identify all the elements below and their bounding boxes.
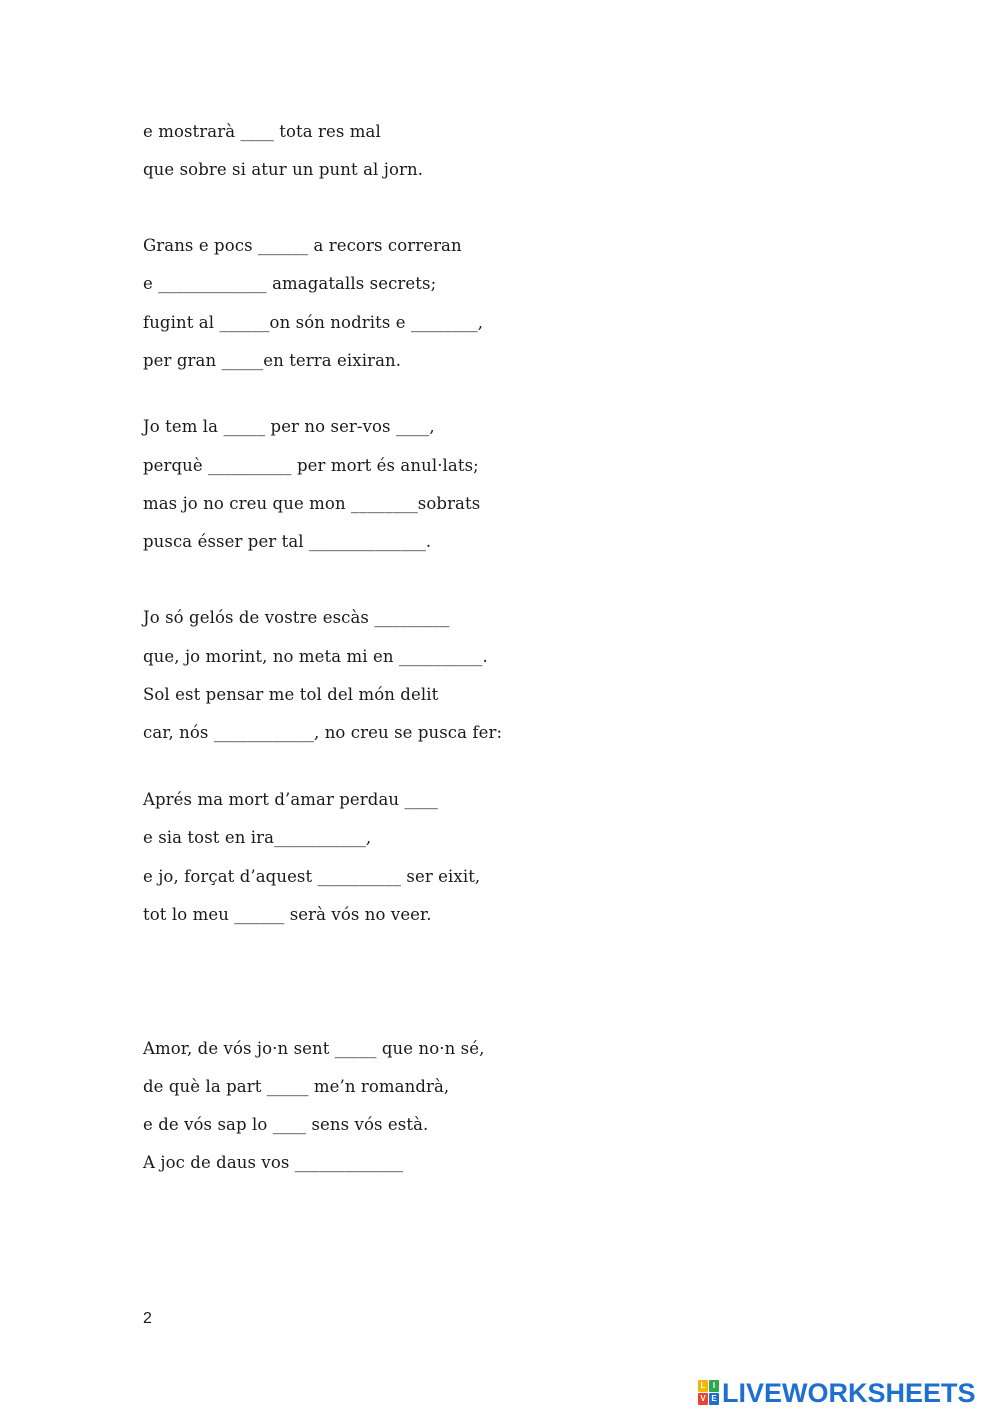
poem-line: e mostrarà ____ tota res mal bbox=[143, 122, 381, 141]
logo-tile: L bbox=[698, 1380, 708, 1392]
poem-line: car, nós ____________, no creu se pusca fer: bbox=[143, 723, 503, 742]
poem-line: e _____________ amagatalls secrets; bbox=[143, 274, 437, 293]
poem-line: per gran _____en terra eixiran. bbox=[143, 351, 402, 370]
poem-line: Jo tem la _____ per no ser-vos ____, bbox=[143, 417, 435, 436]
logo-tile: E bbox=[709, 1393, 719, 1405]
logo-tile: V bbox=[698, 1393, 708, 1405]
page-number: 2 bbox=[143, 1310, 152, 1327]
poem-line: e sia tost en ira___________, bbox=[143, 828, 372, 847]
poem-line: que sobre si atur un punt al jorn. bbox=[143, 160, 424, 179]
poem-line: Grans e pocs ______ a recors correran bbox=[143, 236, 462, 255]
poem-line: Sol est pensar me tol del món delit bbox=[143, 685, 439, 704]
poem-line: e jo, forçat d’aquest __________ ser eixit, bbox=[143, 867, 481, 886]
poem-line: tot lo meu ______ serà vós no veer. bbox=[143, 905, 432, 924]
poem-line: mas jo no creu que mon ________sobrats bbox=[143, 494, 481, 513]
poem-line: perquè __________ per mort és anul·lats; bbox=[143, 456, 479, 475]
poem-line: Jo só gelós de vostre escàs _________ bbox=[143, 608, 450, 627]
poem-line: que, jo morint, no meta mi en __________. bbox=[143, 647, 488, 666]
poem-line: e de vós sap lo ____ sens vós està. bbox=[143, 1115, 429, 1134]
poem-line: Amor, de vós jo·n sent _____ que no·n sé, bbox=[143, 1039, 485, 1058]
liveworksheets-logo-icon bbox=[698, 1380, 720, 1406]
poem-line: fugint al ______on són nodrits e ________, bbox=[143, 313, 484, 332]
liveworksheets-brand[interactable] bbox=[698, 1378, 976, 1408]
poem-line: Aprés ma mort d’amar perdau ____ bbox=[143, 790, 438, 809]
logo-tile: I bbox=[709, 1380, 719, 1392]
poem-line: de què la part _____ me’n romandrà, bbox=[143, 1077, 450, 1096]
poem-line: pusca ésser per tal ______________. bbox=[143, 532, 432, 551]
brand-name: LIVEWORKSHEETS bbox=[722, 1377, 976, 1408]
poem-line: A joc de daus vos _____________ bbox=[143, 1153, 404, 1172]
